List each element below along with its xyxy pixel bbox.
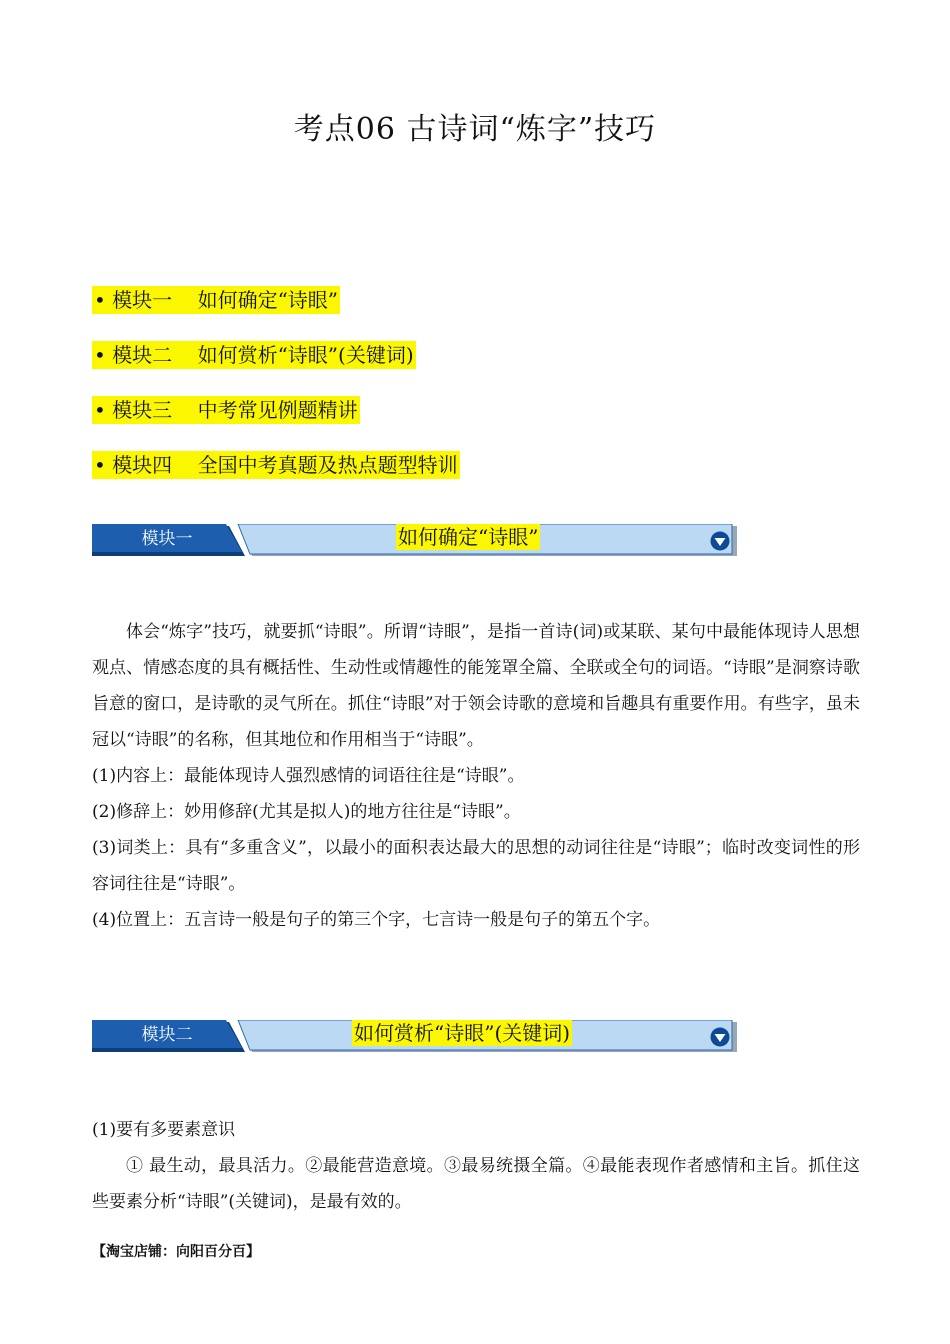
- toc-item-label: • 模块四 全国中考真题及热点题型特训: [94, 453, 458, 477]
- footer-store-label: 【淘宝店铺：向阳百分百】: [92, 1244, 260, 1260]
- section-title: 如何确定“诗眼”: [398, 525, 539, 549]
- section1-point: (2)修辞上：妙用修辞(尤其是拟人)的地方往往是“诗眼”。: [92, 802, 521, 822]
- page-title: 考点06 古诗词“炼字”技巧: [293, 112, 657, 147]
- section-title: 如何赏析“诗眼”(关键词): [354, 1021, 571, 1045]
- toc-item-label: • 模块一 如何确定“诗眼”: [94, 288, 339, 312]
- toc-item-label: • 模块二 如何赏析“诗眼”(关键词): [94, 343, 414, 367]
- expand-arrow-icon[interactable]: [710, 1027, 730, 1047]
- toc-item-1: [92, 286, 460, 341]
- section1-point: (1)内容上：最能体现诗人强烈感情的词语往往是“诗眼”。: [92, 766, 525, 786]
- section2-body: [92, 1112, 860, 1220]
- section1-point: (4)位置上：五言诗一般是句子的第三个字，七言诗一般是句子的第五个字。: [92, 910, 661, 930]
- table-of-contents: [92, 286, 460, 506]
- section-banner-2: [92, 1020, 742, 1054]
- toc-item-3: [92, 396, 460, 451]
- toc-item-4: [92, 451, 460, 506]
- section1-body: [92, 614, 860, 938]
- section-tag: 模块二: [141, 1025, 193, 1045]
- section-tag: 模块一: [141, 529, 193, 549]
- section1-intro: 体会“炼字”技巧，就要抓“诗眼”。所谓“诗眼”，是指一首诗(词)或某联、某句中最能体现诗人思想观点、情感态度的具有概括性、生动性或情趣性的能笼罩全篇、全联或全句的词语。“诗眼”是洞察诗歌旨意的窗口，是诗歌的灵气所在。抓住“诗眼”对于领会诗歌的意境和旨趣具有重要作用。有些字，虽未冠以“诗眼”的名称，但其地位和作用相当于“诗眼”。: [92, 622, 860, 750]
- toc-item-label: • 模块三 中考常见例题精讲: [94, 398, 358, 422]
- expand-arrow-icon[interactable]: [710, 531, 730, 551]
- section2-point: (1)要有多要素意识: [92, 1120, 236, 1140]
- section1-point: (3)词类上：具有“多重含义”，以最小的面积表达最大的思想的动词往往是“诗眼”；临时改变词性的形容词往往是“诗眼”。: [92, 838, 860, 894]
- toc-item-2: [92, 341, 460, 396]
- section2-point-detail: ① 最生动，最具活力。②最能营造意境。③最易统摄全篇。④最能表现作者感情和主旨。抓住这些要素分析“诗眼”(关键词)，是最有效的。: [92, 1156, 860, 1212]
- section-banner-1: [92, 524, 742, 558]
